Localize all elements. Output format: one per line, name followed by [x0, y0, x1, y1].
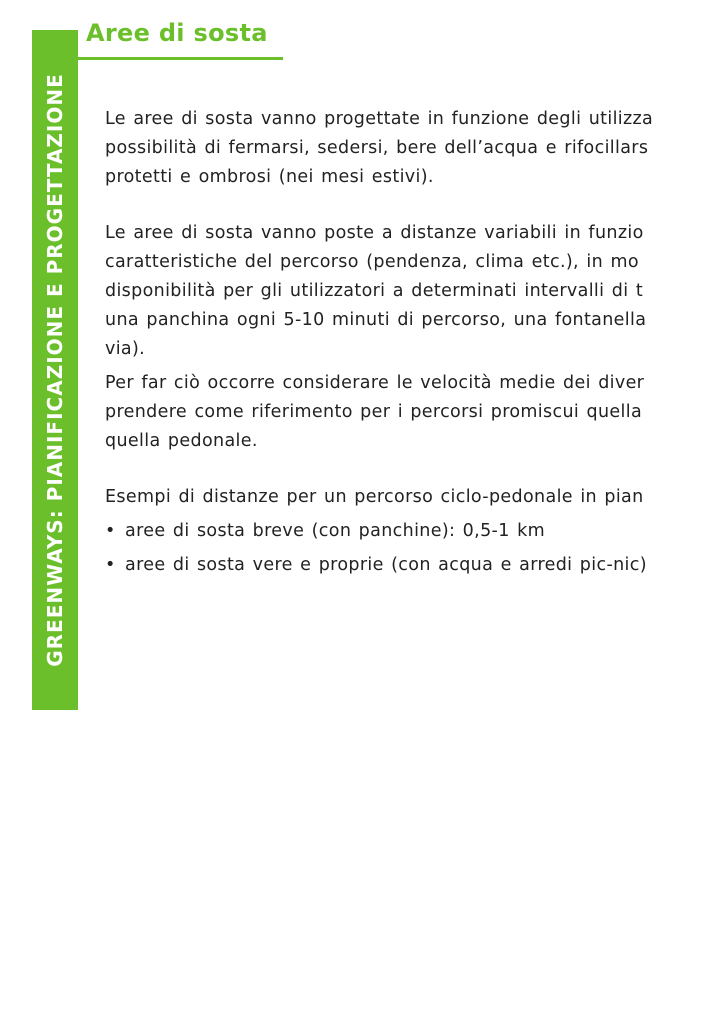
- text-line: via).: [105, 339, 146, 359]
- list-item-text: aree di sosta vere e proprie (con acqua e arredi pic-nic): [125, 555, 647, 575]
- body-content: [105, 105, 728, 580]
- text-line: prendere come riferimento per i percorsi promiscui quella: [105, 402, 643, 422]
- list-item: [105, 517, 728, 546]
- text-line: protetti e ombrosi (nei mesi estivi).: [105, 167, 434, 187]
- paragraph-examples: [105, 483, 728, 512]
- page-title: Aree di sosta: [86, 19, 268, 47]
- paragraph-purpose: [105, 105, 728, 192]
- list-item-text: aree di sosta breve (con panchine): 0,5-1 km: [125, 521, 545, 541]
- text-line: Esempi di distanze per un percorso ciclo-pedonale in pian: [105, 487, 644, 507]
- text-line: una panchina ogni 5-10 minuti di percorso, una fontanella: [105, 310, 647, 330]
- text-line: quella pedonale.: [105, 431, 258, 451]
- text-line: caratteristiche del percorso (pendenza, clima etc.), in mo: [105, 252, 639, 272]
- paragraph-distances: [105, 219, 728, 364]
- text-line: disponibilità per gli utilizzatori a determinati intervalli di t: [105, 281, 644, 301]
- text-line: Per far ciò occorre considerare le velocità medie dei diver: [105, 373, 645, 393]
- sidebar-label: GREENWAYS: PIANIFICAZIONE E PROGETTAZIONE: [43, 73, 67, 667]
- title-underline: [78, 57, 283, 60]
- bullet-icon: •: [105, 521, 116, 541]
- text-line: possibilità di fermarsi, sedersi, bere dell’acqua e rifocillars: [105, 138, 649, 158]
- list-item: [105, 551, 728, 580]
- bullet-list: [105, 517, 728, 580]
- text-line: Le aree di sosta vanno poste a distanze variabili in funzio: [105, 223, 644, 243]
- bullet-icon: •: [105, 555, 116, 575]
- text-line: Le aree di sosta vanno progettate in funzione degli utilizza: [105, 109, 654, 129]
- paragraph-speeds: [105, 369, 728, 456]
